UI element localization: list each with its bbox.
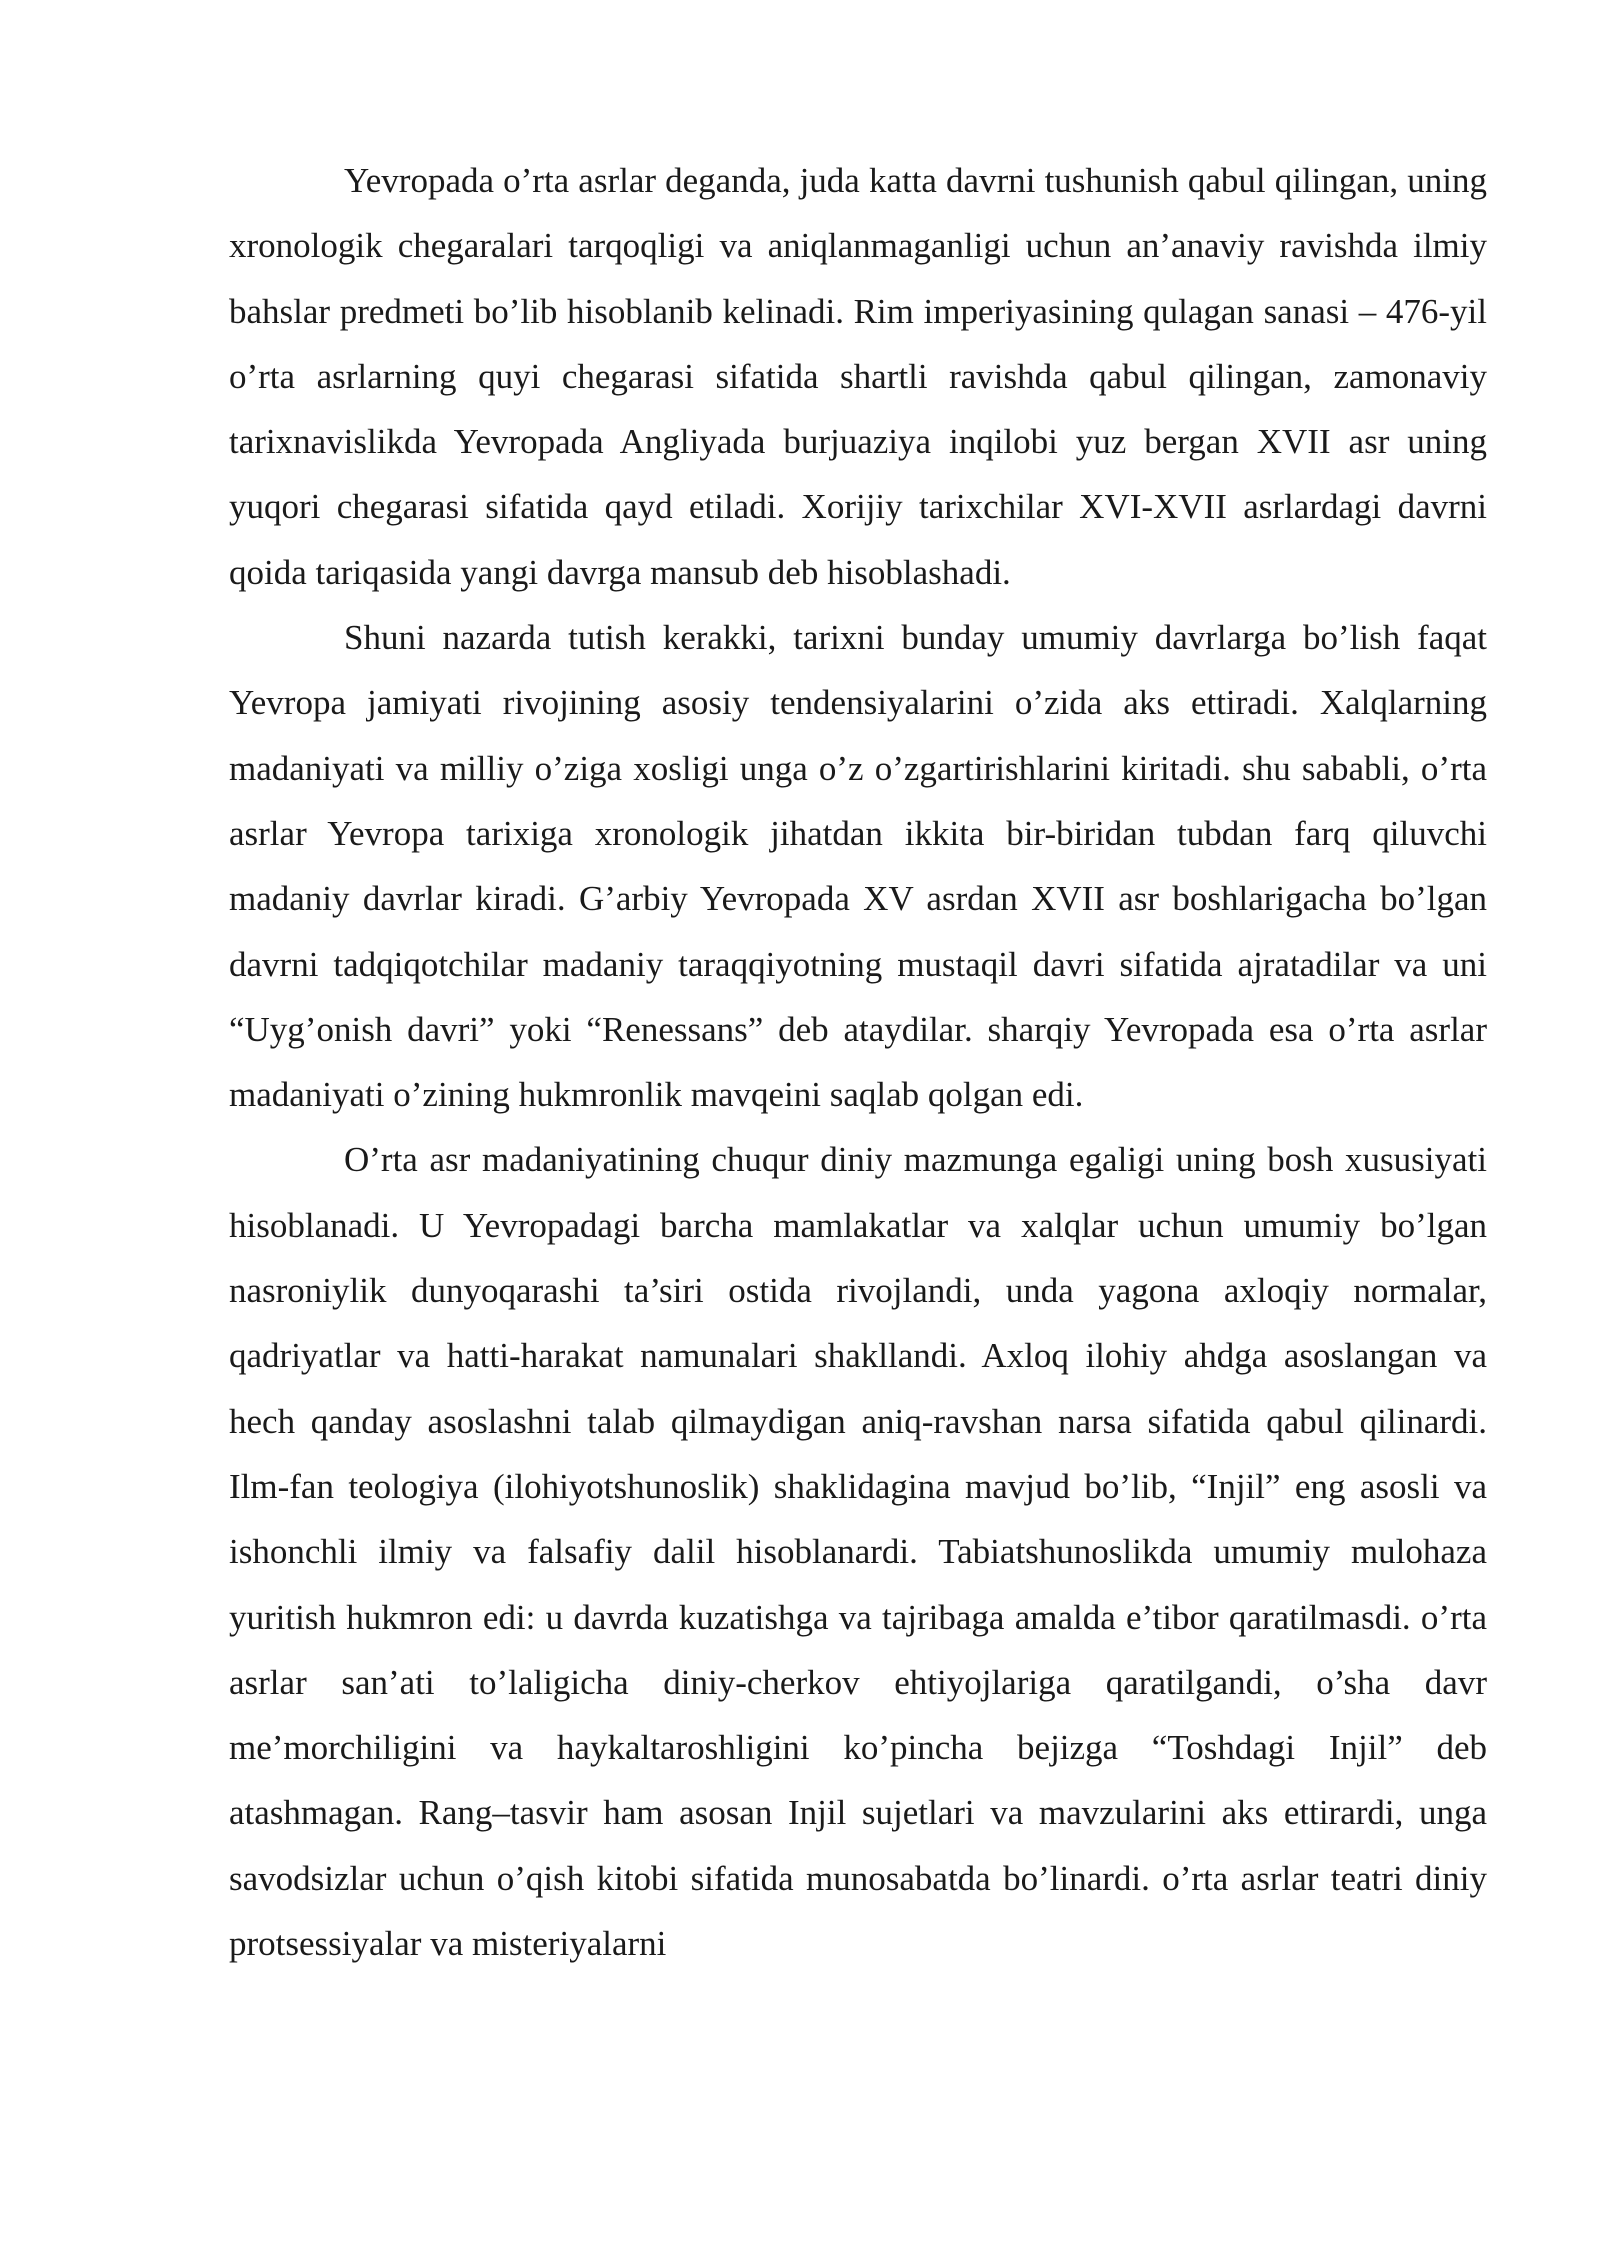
- paragraph-2: Shuni nazarda tutish kerakki, tarixni bunday umumiy davrlarga bo’lish faqat Yevropa jamiyati rivojining asosiy tendensiyalarini o’zida aks ettiradi. Xalqlarning madaniyati va milliy o’ziga xosligi unga o’z o’zgartirishlarini kiritadi. shu sababli, o’rta asrlar Yevropa tarixiga xronologik jihatdan ikkita bir-biridan tubdan farq qiluvchi madaniy davrlar kiradi. G’arbiy Yevropada XV asrdan XVII asr boshlarigacha bo’lgan davrni tadqiqotchilar madaniy taraqqiyotning mustaqil davri sifatida ajratadilar va uni “Uyg’onish davri” yoki “Renessans” deb ataydilar. sharqiy Yevropada esa o’rta asrlar madaniyati o’zining hukmronlik mavqeini saqlab qolgan edi.: [229, 618, 1487, 1115]
- paragraph-1: Yevropada o’rta asrlar deganda, juda katta davrni tushunish qabul qilingan, uning xronologik chegaralari tarqoqligi va aniqlanmaganligi uchun an’anaviy ravishda ilmiy bahslar predmeti bo’lib hisoblanib kelinadi. Rim imperiyasining qulagan sanasi – 476-yil o’rta asrlarning quyi chegarasi sifatida shartli ravishda qabul qilingan, zamonaviy tarixnavislikda Yevropada Angliyada burjuaziya inqilobi yuz bergan XVII asr uning yuqori chegarasi sifatida qayd etiladi. Xorijiy tarixchilar XVI-XVII asrlardagi davrni qoida tariqasida yangi davrga mansub deb hisoblashadi.: [229, 161, 1487, 592]
- document-body: [229, 148, 1487, 1976]
- paragraph-3: O’rta asr madaniyatining chuqur diniy mazmunga egaligi uning bosh xususiyati hisoblanadi. U Yevropadagi barcha mamlakatlar va xalqlar uchun umumiy bo’lgan nasroniylik dunyoqarashi ta’siri ostida rivojlandi, unda yagona axloqiy normalar, qadriyatlar va hatti-harakat namunalari shakllandi. Axloq ilohiy ahdga asoslangan va hech qanday asoslashni talab qilmaydigan aniq-ravshan narsa sifatida qabul qilinardi. Ilm-fan teologiya (ilohiyotshunoslik) shaklidagina mavjud bo’lib, “Injil” eng asosli va ishonchli ilmiy va falsafiy dalil hisoblanardi. Tabiatshunoslikda umumiy mulohaza yuritish hukmron edi: u davrda kuzatishga va tajribaga amalda e’tibor qaratilmasdi. o’rta asrlar san’ati to’laligicha diniy-cherkov ehtiyojlariga qaratilgandi, o’sha davr me’morchiligini va haykaltaroshligini ko’pincha bejizga “Toshdagi Injil” deb atashmagan. Rang–tasvir ham asosan Injil sujetlari va mavzularini aks ettirardi, unga savodsizlar uchun o’qish kitobi sifatida munosabatda bo’linardi. o’rta asrlar teatri diniy protsessiyalar va misteriyalarni: [229, 1140, 1487, 1964]
